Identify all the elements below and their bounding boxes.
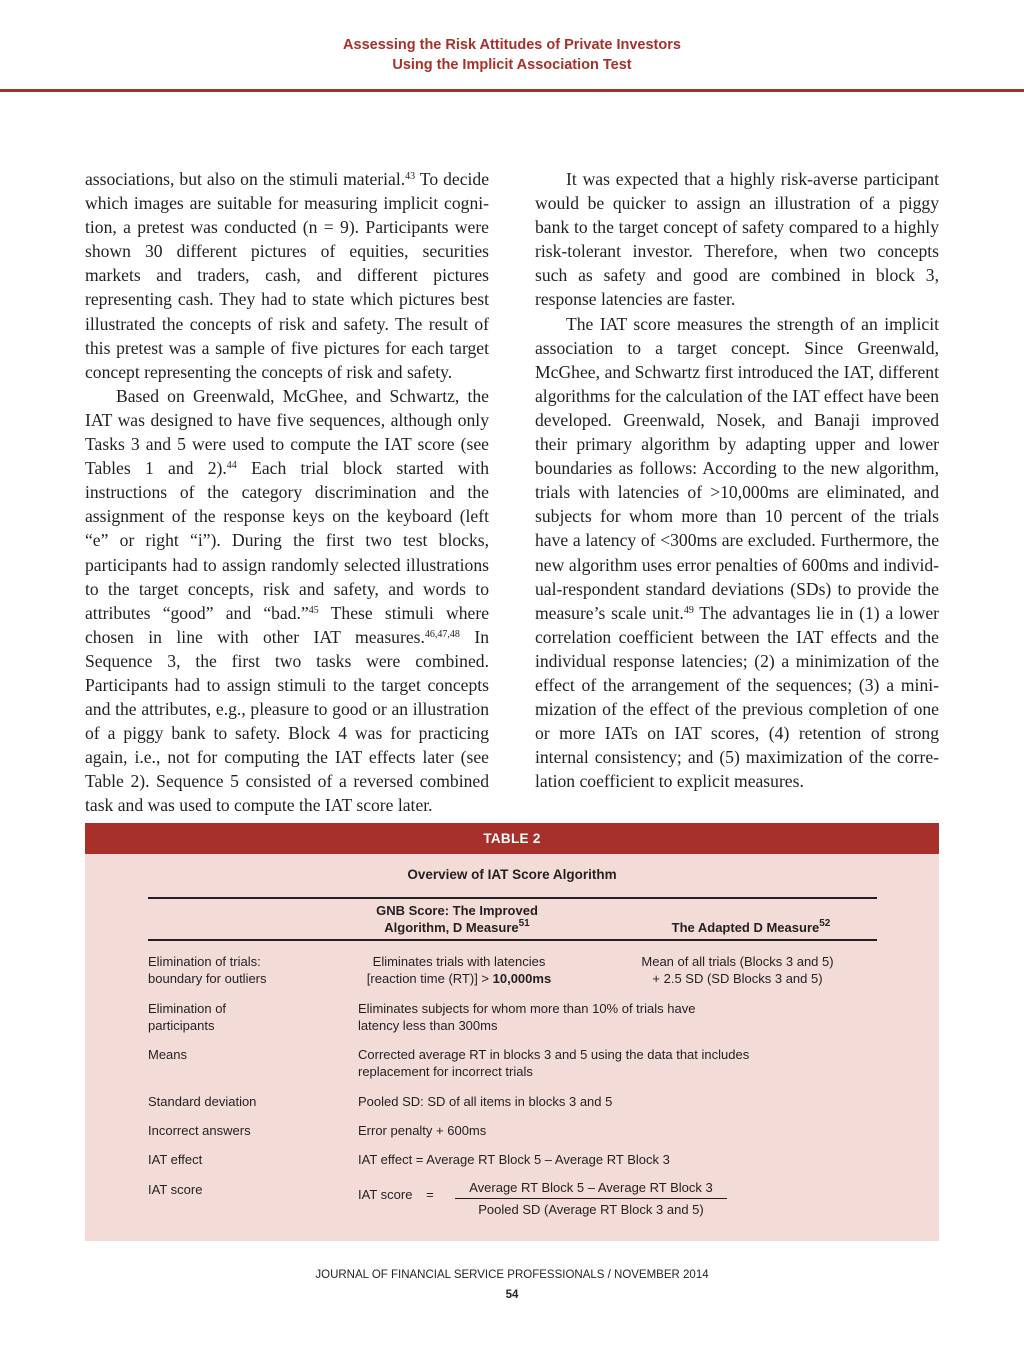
row-label-incorrect-answers: Incorrect answers [148, 1123, 251, 1138]
cell-line: Eliminates trials with latencies [372, 954, 546, 969]
cell-line: + 2.5 SD (SD Blocks 3 and 5) [652, 971, 823, 986]
table-2 [85, 823, 939, 1241]
page-number: 54 [505, 1289, 519, 1301]
formula-lhs-text: IAT score [358, 1187, 413, 1202]
row-label-means: Means [148, 1047, 188, 1062]
paragraph: It was expected that a highly risk-averse participant would be quicker to assign an illustration of a piggy bank to the target concept of safety compared to a highly risk-tolerant investor. Therefore, when two concepts such as safety and good are combined in block 3, response latencies are faster. [535, 169, 939, 310]
cell-incorrect-answers: Error penalty + 600ms [358, 1123, 487, 1138]
row-label-line: boundary for outliers [148, 971, 267, 986]
journal-footer: JOURNAL OF FINANCIAL SERVICE PROFESSIONALS / NOVEMBER 2014 [315, 1269, 709, 1281]
footnote-ref: 49 [683, 604, 694, 616]
row-label-iat-score: IAT score [148, 1182, 203, 1197]
table-header-rule [148, 939, 877, 941]
table-title: Overview of IAT Score Algorithm [407, 867, 617, 882]
formula-lhs [358, 1186, 434, 1203]
cell-gnb-elimination-trials [353, 953, 565, 987]
column-header-gnb-line2 [330, 919, 584, 936]
formula-denominator: Pooled SD (Average RT Block 3 and 5) [478, 1202, 704, 1217]
footnote-ref: 51 [518, 918, 530, 929]
footnote-ref: 52 [819, 918, 831, 929]
row-label-line: Elimination of trials: [148, 954, 261, 969]
paragraph: Based on Greenwald, McGhee, and Schwartz, the IAT was designed to have five sequences, although only Tasks 3 and 5 were used to compute the IAT score (see Tables 1 and 2).$^{44}$ Each trial block started with instructions of the category discrimination and the assignment of the response keys on the keyboard (left “e” or right “i”). During the first two test blocks, participants had to assign randomly selected illustrations to the target concepts, risk and safety, and words to attributes “good” and “bad.”$^{45}$ These stimuli where chosen in line with other IAT measures.$^{46,47,48}$ In Sequence 3, the first two tasks were combined. Participants had to assign stimuli to the target concepts and the attributes, e.g., pleasure to good or an illustration of a piggy bank to safety. Block 4 was for practicing again, i.e., not for computing the IAT effects later (see Table 2). Sequence 5 consisted of a reversed combined task and was used to compute the IAT score later. [85, 385, 490, 816]
formula-numerator: Average RT Block 5 – Average RT Block 3 [455, 1179, 727, 1199]
paragraph: associations, but also on the stimuli material.$^{43}$ To decide which images are suitable for measuring implicit cognition, a pretest was conducted (n = 9). Participants were shown 30 different pictures of equities, securities markets and traders, cash, and different pictures representing cash. They had to state which pictures best illustrated the concepts of risk and safety. The result of this pretest was a sample of five pictures for each target concept representing the concepts of risk and safety. [85, 169, 490, 382]
cell-line: Eliminates subjects for whom more than 10% of trials have [358, 1001, 696, 1016]
footnote-ref: 43 [405, 171, 416, 182]
column-header-adapted [625, 919, 877, 936]
cell-line: latency less than 300ms [358, 1018, 498, 1033]
cell-text: [reaction time (RT)] > [366, 971, 493, 986]
running-head-line1: Assessing the Risk Attitudes of Private Investors [343, 37, 681, 53]
table-top-rule [148, 897, 877, 899]
cell-iat-effect: IAT effect = Average RT Block 5 – Average RT Block 3 [358, 1152, 670, 1167]
cell-line: Corrected average RT in blocks 3 and 5 using the data that includes [358, 1047, 750, 1062]
cell-elimination-participants [358, 1000, 695, 1034]
cell-adapted-elimination-trials [625, 953, 850, 987]
formula-fraction [455, 1179, 727, 1218]
column-header-gnb [330, 902, 584, 936]
footnote-ref: 44 [226, 460, 237, 472]
column-header-adapted-text: The Adapted D Measure [671, 920, 820, 935]
column-header-gnb-line1: GNB Score: The Improved [376, 903, 538, 918]
right-column [535, 167, 939, 793]
row-label-line: Elimination of [148, 1001, 227, 1016]
row-label-standard-deviation: Standard deviation [148, 1094, 257, 1109]
cell-standard-deviation: Pooled SD: SD of all items in blocks 3 and 5 [358, 1094, 613, 1109]
running-head [0, 35, 1024, 75]
footnote-ref: 46,47,48 [424, 628, 460, 640]
row-label-iat-effect: IAT effect [148, 1152, 203, 1167]
header-rule [0, 89, 1024, 92]
cell-line [353, 970, 565, 987]
row-label-elimination-trials [148, 953, 267, 987]
cell-means [358, 1046, 749, 1080]
running-head-line2: Using the Implicit Association Test [392, 57, 632, 73]
table-label: TABLE 2 [85, 823, 939, 854]
row-label-line: participants [148, 1018, 215, 1033]
cell-line: Mean of all trials (Blocks 3 and 5) [641, 954, 834, 969]
formula-equals: = [426, 1187, 434, 1202]
cell-line: replacement for incorrect trials [358, 1064, 533, 1079]
footnote-ref: 45 [308, 604, 319, 616]
paragraph: The IAT score measures the strength of an implicit association to a target concept. Since Greenwald, McGhee, and Schwartz first introduced the IAT, different algorithms for the calculation of the IAT effect have been developed. Greenwald, Nosek, and Banaji improved their primary algorithm by adapting upper and lower boundaries as follows: According to the new algorithm, trials with latencies of >10,000ms are eliminated, and subjects for whom more than 10 percent of the trials have a latency of <300ms are excluded. Furthermore, the new algorithm uses error penalties of 600ms and individual-respondent standard deviations (SDs) to provide the measure’s scale unit.$^{49}$ The advantages lie in (1) a lower correlation coefficient between the IAT effects and the individual response latencies; (2) a minimization of the effect of the arrangement of the sequences; (3) a minimization of the effect of the previous completion of one or more IATs on IAT scores, (4) retention of strong internal consistency; and (5) maximization of the correlation coefficient to explicit measures. [535, 313, 939, 792]
column-header-gnb-text: Algorithm, D Measure [384, 920, 519, 935]
cell-bold-value: 10,000ms [492, 971, 552, 986]
left-column [85, 167, 489, 818]
row-label-elimination-participants [148, 1000, 226, 1034]
